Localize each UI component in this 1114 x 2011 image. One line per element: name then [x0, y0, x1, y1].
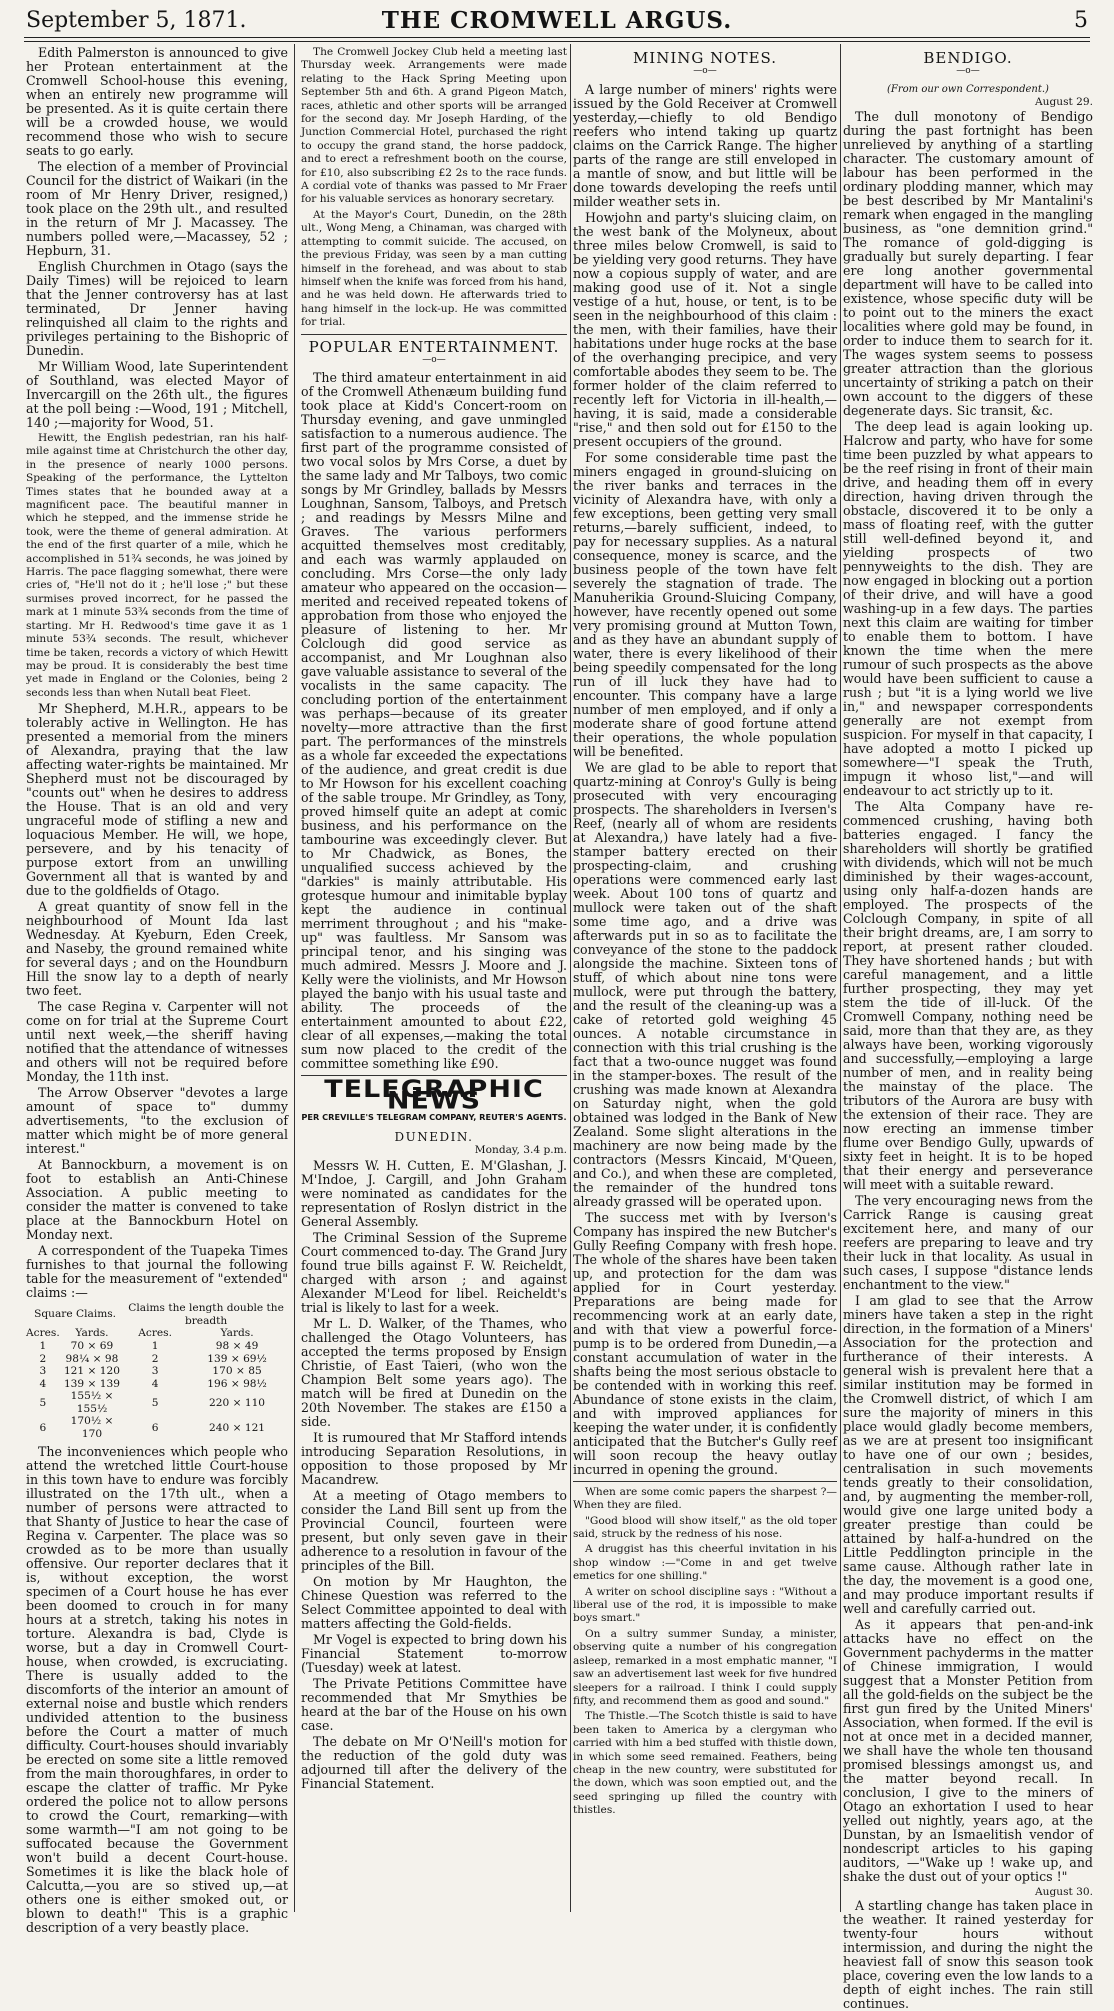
telegraph-agents: PER CREVILLE'S TELEGRAM COMPANY, REUTER'S AGENTS.: [301, 1112, 567, 1123]
telegram-paragraph: It is rumoured that Mr Stafford intends introducing Separation Resolutions, in opposition to those proposed by Mr Macandrew.: [301, 1430, 567, 1488]
article-paragraph: At the Mayor's Court, Dunedin, on the 28th ult., Wong Meng, a Chinaman, was charged with attempting to commit suicide. The accused, on the previous Friday, was seen by a man cutting himself in the forehead, and was about to stab himself when the knife was forced from his hand, and he was held down. He afterwards tried to hang himself in the lock-up. He was committed for trial.: [301, 208, 567, 329]
article-paragraph: The Alta Company have re-commenced crushing, having both batteries engaged. I fancy the shareholders will shortly be gratified with dividends, which will not be much diminished by their wages-account, using only half-a-dozen hands are employed. The prospects of the Colclough Company, in spite of all their bright dreams, are, I am sorry to report, at present rather clouded. They have shortened hands ; but with careful management, and a little further prospecting, they may yet stem the tide of ill-luck. Of the Cromwell Company, nothing need be said, more than that they are, as they always have been, working vigorously and successfully,—employing a large number of men, and in reality being the mainstay of the place. The tributors of the Aurora are busy with the extension of their race. They are now erecting an immense timber flume over Bendigo Gully, upwards of sixty feet in height. It is to be hoped that their energy and perseverance will meet with a suitable reward.: [843, 798, 1093, 1192]
section-rule: [573, 1481, 837, 1482]
article-paragraph: As it appears that pen-and-ink attacks have no effect on the Government pachyderms in the matter of Chinese immigration, I would suggest that a Monster Petition from all the gold-fields on the subject be the first gun fired by the United Miners' Association, when formed. If the evil is not at once met in a decided manner, we shall have the whole ten thousand promised blessings amongst us, and the matter beyond recall. In conclusion, I give to the miners of Otago an exhortation I used to hear yelled out nightly, years ago, at the Dunstan, by an Ismaelitish vendor of nondescript articles to his gaping auditors, —"Wake up ! wake up, and shake the dust out of your optics !": [843, 1616, 1093, 1884]
table-row: [26, 1415, 288, 1440]
article-paragraph: The inconveniences which people who attend the wretched little Court-house in this town have to endure was forcibly illustrated on the 17th ult., when a number of persons were attracted to that Shanty of Justice to hear the case of Regina v. Carpenter. The place was so crowded as to be more than usually offensive. Our reporter declares that it is, without exception, the worst specimen of a Court house he has ever been doomed to crouch in for many hours at a stretch, taking his notes in torture. Alexandra is bad, Clyde is worse, but a day in Cromwell Court-house, when crowded, is excruciating. There is usually added to the discomforts of the interior an amount of external noise and bustle which renders undivided attention to the business before the Court a matter of much difficulty. Court-houses should invariably be erected on some site a little removed from the main thoroughfares, in order to escape the clatter of traffic. Mr Pyke ordered the police not to allow persons to crowd the Court, remarking—with some warmth—"I am not going to be suffocated because the Government won't build a decent Court-house. Sometimes it is like the black hole of Calcutta,—you are so stived up,—at others one is either smoked out, or blown to death!" This is a graphic description of a very beastly place.: [26, 1443, 288, 1935]
column-3: [573, 46, 837, 1914]
snippet-paragraph: A writer on school discipline says : "Without a liberal use of the rod, it is impossible to make boys smart.": [573, 1585, 837, 1625]
table-cell: 240 × 121: [209, 1421, 266, 1434]
article-paragraph: The Arrow Observer "devotes a large amount of space to" dummy advertisements, "to the exclusion of matter which might be of more general interest.": [26, 1085, 288, 1157]
snippet-paragraph: A druggist has this cheerful invitation in his shop window :—"Come in and get twelve emetics for one shilling.": [573, 1543, 837, 1583]
article-paragraph: We are glad to be able to report that quartz-mining at Conroy's Gully is being prosecuted with very encouraging prospects. The shareholders in Iversen's Reef, (nearly all of whom are residents at Alexandra,) have lately had a five-stamper battery erected on their prospecting-claim, and crushing operations were commenced early last week. About 100 tons of quartz and mullock were taken out of the shaft some time ago, and a drive was afterwards put in so as to facilitate the conveyance of the stone to the paddock alongside the machine. Sixteen tons of stuff, of which about nine tons were mullock, were put through the battery, and the result of the cleaning-up was a cake of retorted gold weighing 45 ounces. A notable circumstance in connection with this trial crushing is the fact that a two-ounce nugget was found in the stamper-boxes. The result of the crushing was made known at Alexandra on Saturday night, when the gold obtained was lodged in the Bank of New Zealand. Some slight alterations in the machinery are now being made by the contractors (Messrs Kincaid, M'Queen, and Co.), and when these are completed, the remainder of the hundred tons already grassed will be operated upon.: [573, 759, 837, 1209]
snippet-paragraph: On a sultry summer Sunday, a minister, observing quite a number of his congregation asleep, remarked in a most emphatic manner, "I saw an advertisement last week for five hundred sleepers for a railroad. I think I could supply fifty, and recommend them as good and sound.": [573, 1627, 837, 1707]
letter-date: August 30.: [1035, 1885, 1093, 1898]
article-paragraph: The dull monotony of Bendigo during the past fortnight has been unrelieved by anything of a startling character. The customary amount of labour has been performed in the ordinary plodding manner, which may be best described by Mr Mantalini's remark when engaged in the mangling business, as "one demnition grind." The romance of gold-digging is gradually but surely departing. I fear ere long another governmental department will have to be called into existence, whose specific duty will be to point out to the miners the exact localities where gold may be found, in order to induce them to search for it. The wages system seems to possess greater attraction than the glorious uncertainty of striking a patch on their own account to the diggers of these degenerate days. Sic transit, &c.: [843, 108, 1093, 418]
article-paragraph: Edith Palmerston is announced to give her Protean entertainment at the Cromwell School-house this evening, when an entirely new programme will be presented. As it is quite certain there will be a crowded house, we would recommend those who wish to secure seats to go early.: [26, 45, 288, 158]
claims-table: [26, 1302, 288, 1441]
article-paragraph: A large number of miners' rights were issued by the Gold Receiver at Cromwell yesterday,—chiefly to old Bendigo reefers who intend taking up quartz claims on the Carrick Range. The higher parts of the range are still enveloped in a mantle of snow, and but little will be done towards developing the reefs until milder weather sets in.: [573, 81, 837, 209]
correspondent-line: (From our own Correspondent.): [887, 83, 1049, 95]
article-paragraph: A great quantity of snow fell in the neighbourhood of Mount Ida last Wednesday. At Kyeburn, Eden Creek, and Naseby, the ground remained white for several days ; and on the Houndburn Hill the snow lay to a depth of nearly two feet.: [26, 899, 288, 999]
table-unit: Yards.: [220, 1327, 254, 1340]
table-cell: 98¼ × 98: [65, 1352, 119, 1365]
telegram-paragraph: The Private Petitions Committee have recommended that Mr Smythies be heard at the bar of the House on his own case.: [301, 1676, 567, 1734]
article-paragraph: The very encouraging news from the Carrick Range is causing great excitement here, and many of our reefers are preparing to leave and try their luck in that locality. As usual in such cases, I suppose "distance lends enchantment to the view.": [843, 1192, 1093, 1292]
dateline-time: Monday, 3.4 p.m.: [474, 1143, 567, 1156]
table-cell: 4: [39, 1377, 47, 1390]
heading-ornament: —o—: [693, 66, 717, 77]
table-row: [26, 1378, 288, 1391]
column-divider: [840, 44, 841, 1912]
article-paragraph: The third amateur entertainment in aid of the Cromwell Athenæum building fund took place at Kidd's Concert-room on Thursday evening, and gave unmingled satisfaction to a numerous audience. The first part of the programme consisted of two vocal solos by Mrs Corse, a duet by the same lady and Mr Talboys, two comic songs by Mr Grindley, ballads by Messrs Loughnan, Sansom, Talboys, and Pretsch ; and readings by Messrs Milne and Graves. The various performers acquitted themselves most creditably, and each was warmly applauded on concluding. Mrs Corse—the only lady amateur who appeared on the occasion—merited and received repeated tokens of approbation from those who enjoyed the pleasure of listening to her. Mr Colclough did good service as accompanist, and Mr Loughnan also gave valuable assistance to several of the vocalists in the same capacity. The concluding portion of the entertainment was perhaps—because of its greater novelty—more attractive than the first part. The performances of the minstrels as a whole far exceeded the expectations of the audience, and great credit is due to Mr Howson for his excellent coaching of the sable troupe. Mr Grindley, as Tony, proved himself quite an adept at comic business, and his performance on the tambourine was exceedingly clever. But to Mr Chadwick, as Bones, the unqualified success achieved by the "darkies" is mainly attributable. His grotesque humour and inimitable byplay kept the audience in continual merriment throughout ; and his "make-up" was faultless. Mr Sansom was principal tenor, and his singing was much admired. Messrs J. Moore and J. Kelly were the violinists, and Mr Howson played the banjo with his usual taste and ability. The proceeds of the entertainment amounted to about £22, clear of all expenses,—making the total sum now placed to the credit of the committee something like £90.: [301, 370, 567, 1072]
article-paragraph: The success met with by Iverson's Company has inspired the new Butcher's Gully Reefing Company with fresh hope. The whole of the shares have been taken up, and protection for the dam was applied for in Court yesterday. Preparations are being made for recommencing work at an early date, and with that view a powerful force-pump is to be ordered from Dunedin,—a constant accumulation of water in the shafts being the most serious obstacle to be contended with in working this reef. Abundance of stone exists in the claim, and with improved appliances for keeping the water under, it is confidently anticipated that the Butcher's Gully reef will soon recoup the heavy outlay incurred in opening the ground.: [573, 1209, 837, 1477]
newspaper-title: THE CROMWELL ARGUS.: [381, 7, 733, 34]
table-cell: 155½ × 155½: [70, 1390, 114, 1415]
table-cell: 70 × 69: [70, 1339, 114, 1352]
telegram-paragraph: Mr L. D. Walker, of the Thames, who challenged the Otago Volunteers, has accepted the terms proposed by Ensign Christie, of East Taieri, (who won the Champion Belt some years ago). The match will be fired at Dunedin on the 20th November. The stakes are £150 a side.: [301, 1316, 567, 1430]
column-divider: [294, 44, 295, 1912]
section-heading-telegraphic-news: TELEGRAPHIC NEWS: [324, 1075, 544, 1116]
article-paragraph: The case Regina v. Carpenter will not come on for trial at the Supreme Court until next week,—the sheriff having notified that the attendance of witnesses and others will not be required before Monday, the 11th inst.: [26, 999, 288, 1085]
article-paragraph: At Bannockburn, a movement is on foot to establish an Anti-Chinese Association. A public meeting to consider the matter is convened to take place at the Bannockburn Hotel on Monday next.: [26, 1157, 288, 1243]
table-cell: 139 × 69½: [207, 1352, 267, 1365]
article-paragraph: The election of a member of Provincial Council for the district of Waikari (in the room of Mr Henry Driver, resigned,) took place on the 29th ult., and resulted in the return of Mr J. Macassey. The numbers polled were,—Macassey, 52 ; Hepburn, 31.: [26, 159, 288, 258]
column-2: [301, 46, 567, 1914]
article-paragraph: The Cromwell Jockey Club held a meeting last Thursday week. Arrangements were made relating to the Hack Spring Meeting upon September 5th and 6th. A grand Pigeon Match, races, athletic and other sports will be arranged for the second day. Mr Joseph Harding, of the Junction Commercial Hotel, purchased the right to occupy the grand stand, the horse paddock, and to erect a refreshment booth on the course, for £10, also subscribing £2 2s to the race funds. A cordial vote of thanks was passed to Mr Fraer for his valuable services as honorary secretary.: [301, 46, 567, 206]
column-divider: [570, 44, 571, 1912]
article-paragraph: Howjohn and party's sluicing claim, on the west bank of the Molyneux, about three miles below Cromwell, is said to be yielding very good returns. They have now a copious supply of water, and are making good use of it. Not a single vestige of a hut, house, or tent, is to be seen in the neighbourhood of this claim : the men, with their families, have their habitations under huge rocks at the base of the overhanging precipice, and very comfortable abodes they seem to be. The former holder of the claim referred to recently left for Victoria in ill-health,—having, it is said, made a considerable "rise," and then sold out for £150 to the present occupiers of the ground.: [573, 209, 837, 449]
article-paragraph: Mr Shepherd, M.H.R., appears to be tolerably active in Wellington. He has presented a memorial from the miners of Alexandra, praying that the law affecting water-rights be maintained. Mr Shepherd must not be discouraged by "counts out" when he desires to address the House. That is an old and very ungraceful mode of stifling a new and loquacious Member. He will, we hope, persevere, and by his tenacity of purpose extort from an unwilling Government all that is wanted by and due to the goldfields of Otago.: [26, 701, 288, 899]
masthead-rule-secondary: [24, 41, 1090, 42]
heading-ornament: —o—: [422, 354, 446, 365]
article-paragraph: A correspondent of the Tuapeka Times furnishes to that journal the following table for the measurement of "extended" claims :—: [26, 1243, 288, 1301]
article-paragraph: I am glad to see that the Arrow miners have taken a step in the right direction, in the formation of a Miners' Association for the protection and furtherance of their interests. A general wish is prevalent here that a similar institution may be formed in the Cromwell district, of which I am sure the majority of miners in this place would gladly become members, as we are at present too insignificant to have one of our own ; besides, centralisation in such movements tends greatly to their consolidation, and, by augmenting the member-roll, would give one large united body a greater prestige than could be attained by half-a-hundred on the Little Peddlington principle in the same cause. Although rather late in the day, the movement is a good one, and may produce important results if well and carefully carried out.: [843, 1292, 1093, 1616]
telegram-paragraph: At a meeting of Otago members to consider the Land Bill sent up from the Provincial Council, fourteen were present, but only seven gave in their adherence to a resolution in favour of the principles of the Bill.: [301, 1488, 567, 1574]
table-cell: 2: [39, 1352, 47, 1365]
table-cell: 3: [151, 1365, 159, 1378]
table-cell: 139 × 139: [63, 1377, 120, 1390]
table-row: [26, 1365, 288, 1378]
snippet-paragraph: The Thistle.—The Scotch thistle is said to have been taken to America by a clergyman who carried with him a bed stuffed with thistle down, in which some seed remained. Feathers, being cheap in the new country, were substituted for the down, which was soon emptied out, and the seed springing up filled the country with thistles.: [573, 1710, 837, 1817]
table-cell: 170½ × 170: [70, 1415, 114, 1441]
article-paragraph: A startling change has taken place in the weather. It rained yesterday for twenty-four hours without intermission, and during the night the heaviest fall of snow this season took place, covering even the low lands to a depth of eight inches. The rain still continues.: [843, 1898, 1093, 2011]
table-cell: 6: [39, 1421, 47, 1434]
telegram-paragraph: On motion by Mr Haughton, the Chinese Question was referred to the Select Committee appointed to deal with matters affecting the Gold-fields.: [301, 1574, 567, 1632]
table-cell: 220 × 110: [209, 1396, 266, 1409]
column-1: [26, 45, 288, 1935]
letter-date: August 29.: [1035, 96, 1093, 109]
table-row: [26, 1390, 288, 1415]
masthead-rule: [24, 37, 1090, 38]
table-unit: Acres.: [26, 1327, 60, 1340]
telegram-paragraph: The Criminal Session of the Supreme Court commenced to-day. The Grand Jury found true bills against F. W. Reicheldt, charged with arson ; and against Alexander M'Leod for libel. Reicheldt's trial is likely to last for a week.: [301, 1230, 567, 1316]
table-unit: Acres.: [138, 1327, 172, 1340]
issue-date: September 5, 1871.: [26, 8, 247, 33]
masthead: [26, 6, 1088, 36]
dateline-city: DUNEDIN.: [394, 1129, 474, 1144]
telegram-paragraph: The debate on Mr O'Neill's motion for the reduction of the gold duty was adjourned till after the delivery of the Financial Statement.: [301, 1734, 567, 1792]
article-paragraph: Hewitt, the English pedestrian, ran his half-mile against time at Christchurch the other day, in the presence of nearly 1000 persons. Speaking of the performance, the Lyttelton Times states that he bounded away at a magnificent pace. The beautiful manner in which he stepped, and the immense stride he took, were the theme of general admiration. At the end of the first quarter of a mile, which he accomplished in 51¾ seconds, he was joined by Harris. The pace flagging somewhat, there were cries of, "He'll not do it ; he'll lose ;" but these surmises proved incorrect, for he passed the mark at 1 minute 53¾ seconds from the time of starting. Mr H. Redwood's time gave it as 1 minute 53¾ seconds. The result, whichever time be taken, records a victory of which Hewitt may be proud. It is considerably the best time yet made in England or the Colonies, being 2 seconds less than when Nutall beat Fleet.: [26, 432, 288, 699]
table-row: [26, 1340, 288, 1353]
section-rule: [301, 334, 567, 335]
table-cell: 196 × 98½: [207, 1377, 267, 1390]
table-unit: Yards.: [75, 1327, 109, 1340]
article-paragraph: Mr William Wood, late Superintendent of Southland, was elected Mayor of Invercargill on the 26th ult., the figures at the poll being :—Wood, 191 ; Mitchell, 140 ;—majority for Wood, 51.: [26, 359, 288, 430]
table-cell: 3: [39, 1365, 47, 1378]
telegram-paragraph: Mr Vogel is expected to bring down his Financial Statement to-morrow (Tuesday) week at latest.: [301, 1632, 567, 1676]
section-heading-mining-notes: MINING NOTES.: [632, 49, 778, 67]
table-header-square: Square Claims.: [34, 1308, 117, 1321]
table-cell: 5: [151, 1396, 159, 1409]
article-paragraph: English Churchmen in Otago (says the Daily Times) will be rejoiced to learn that the Jenner controversy has at last terminated, Dr Jenner having relinquished all claim to the rights and privileges pertaining to the Bishopric of Dunedin.: [26, 259, 288, 358]
heading-ornament: —o—: [956, 66, 980, 77]
snippet-paragraph: When are some comic papers the sharpest ?—When they are filed.: [573, 1485, 837, 1512]
article-paragraph: The deep lead is again looking up. Halcrow and party, who have for some time been puzzled by what appears to be the reef rising in front of their main drive, and heading them off in every direction, having driven through the obstacle, discovered it to be only a mass of floating reef, with the gutter still well-defined beyond it, and yielding prospects of two pennyweights to the dish. They are now engaged in blocking out a portion of their drive, and will have a good washing-up in a few days. The parties next this claim are waiting for timber to enable them to bottom. I have known the time when the mere rumour of such prospects as the above would have been sufficient to cause a rush ; but "it is a lying world we live in," and newspaper correspondents generally are not exempt from suspicion. For myself in that capacity, I have adopted a motto I picked up somewhere—"I speak the Truth, impugn it whoso list,"—and will endeavour to act strictly up to it.: [843, 418, 1093, 798]
table-cell: 5: [39, 1396, 47, 1409]
table-cell: 98 × 49: [215, 1339, 259, 1352]
table-cell: 170 × 85: [212, 1365, 262, 1378]
article-paragraph: For some considerable time past the miners engaged in ground-sluicing on the river banks and terraces in the vicinity of Alexandra have, with only a few exceptions, been getting very small returns,—barely sufficient, indeed, to pay for necessary supplies. As a natural consequence, money is scarce, and the business people of the town have felt severely the stagnation of trade. The Manuherikia Ground-Sluicing Company, however, have recently opened out some very promising ground at Mutton Town, and as they have an abundant supply of water, there is every likelihood of their being speedily compensated for the long run of ill luck they have had to encounter. This company have a large number of men employed, and if only a moderate share of good fortune attend their operations, the whole population will be benefited.: [573, 449, 837, 759]
section-heading-popular-entertainment: POPULAR ENTERTAINMENT.: [308, 337, 560, 356]
table-cell: 6: [151, 1421, 159, 1434]
table-cell: 4: [151, 1377, 159, 1390]
table-cell: 1: [39, 1339, 47, 1352]
telegram-paragraph: Messrs W. H. Cutten, E. M'Glashan, J. M'Indoe, J. Cargill, and John Graham were nominated as candidates for the representation of Roslyn district in the General Assembly.: [301, 1158, 567, 1230]
column-4: [843, 46, 1093, 2011]
table-header-double: Claims the length double the breadth: [128, 1302, 284, 1327]
snippet-paragraph: "Good blood will show itself," as the old toper said, struck by the redness of his nose.: [573, 1514, 837, 1541]
table-cell: 1: [151, 1339, 159, 1352]
page-number: 5: [1074, 8, 1088, 33]
table-row: [26, 1353, 288, 1366]
table-cell: 2: [151, 1352, 159, 1365]
table-cell: 121 × 120: [63, 1365, 120, 1378]
section-heading-bendigo: BENDIGO.: [923, 49, 1013, 67]
